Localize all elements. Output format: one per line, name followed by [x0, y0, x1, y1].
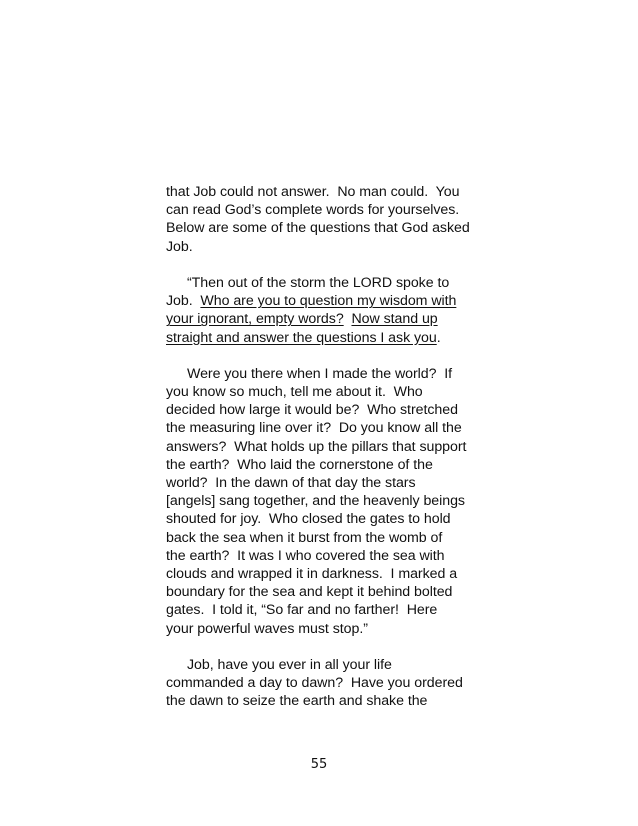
text-line — [166, 383, 486, 401]
text-run: shouted for joy. Who closed the gates to hold — [166, 511, 451, 528]
text-line — [166, 329, 486, 347]
paragraph-1 — [166, 183, 486, 256]
text-line — [166, 656, 486, 674]
text-run: [angels] sang together, and the heavenly beings — [166, 493, 465, 510]
text-run: back the sea when it burst from the womb of — [166, 529, 443, 546]
text-run: the measuring line over it? Do you know all the — [166, 420, 462, 437]
text-line — [166, 310, 486, 328]
underlined-text: Now stand up — [351, 311, 438, 328]
text-run: Job. — [166, 238, 193, 255]
text-run: the earth? Who laid the cornerstone of the — [166, 456, 433, 473]
text-line — [166, 292, 486, 310]
text-line — [166, 529, 486, 547]
text-line — [166, 692, 486, 710]
text-line — [166, 565, 486, 583]
text-line — [166, 365, 486, 383]
text-run: Were you there when I made the world? If — [187, 365, 453, 382]
text-run: Job, have you ever in all your life — [187, 656, 392, 673]
paragraph-3 — [166, 365, 486, 638]
text-run: Below are some of the questions that God asked — [166, 220, 470, 237]
paragraph-gap — [166, 638, 486, 656]
text-line — [166, 474, 486, 492]
text-run: answers? What holds up the pillars that support — [166, 438, 467, 455]
text-line — [166, 419, 486, 437]
text-run: commanded a day to dawn? Have you ordered — [166, 675, 463, 692]
paragraph-4 — [166, 656, 486, 711]
text-run: the dawn to seize the earth and shake the — [166, 693, 428, 710]
text-line — [166, 238, 486, 256]
text-run: world? In the dawn of that day the stars — [166, 475, 416, 491]
text-run: can read God’s complete words for yourselves. — [166, 202, 460, 219]
text-line — [166, 274, 486, 292]
text-run: the earth? It was I who covered the sea with — [166, 547, 445, 564]
text-run: your powerful waves must stop.” — [166, 620, 368, 637]
text-line — [166, 456, 486, 474]
text-line — [166, 510, 486, 528]
text-run: gates. I told it, “So far and no farther! Here — [166, 602, 438, 619]
text-run: Job. — [166, 293, 201, 310]
underlined-text: your ignorant, empty words? — [166, 311, 344, 328]
text-line — [166, 620, 486, 638]
text-line — [166, 219, 486, 237]
text-line — [166, 547, 486, 565]
underlined-text: Who are you to question my wisdom with — [200, 293, 457, 310]
text-run: clouds and wrapped it in darkness. I marked a — [166, 565, 458, 582]
text-line — [166, 438, 486, 456]
text-line — [166, 401, 486, 419]
text-line — [166, 201, 486, 219]
paragraph-2 — [166, 274, 486, 347]
text-run: that Job could not answer. No man could. You — [166, 184, 460, 200]
body-text — [166, 183, 486, 710]
text-line — [166, 674, 486, 692]
text-run: . — [436, 329, 441, 346]
text-line — [166, 492, 486, 510]
text-line — [166, 583, 486, 601]
page-number: 55 — [310, 757, 328, 772]
text-run: “Then out of the storm the LORD spoke to — [187, 274, 450, 291]
paragraph-gap — [166, 347, 486, 365]
paragraph-gap — [166, 256, 486, 274]
text-run: you know so much, tell me about it. Who — [166, 384, 423, 401]
text-run: boundary for the sea and kept it behind bolted — [166, 584, 453, 601]
underlined-text: straight and answer the questions I ask you — [166, 329, 437, 346]
text-run: decided how large it would be? Who stretched — [166, 402, 458, 419]
text-line — [166, 601, 486, 619]
text-line — [166, 183, 486, 201]
